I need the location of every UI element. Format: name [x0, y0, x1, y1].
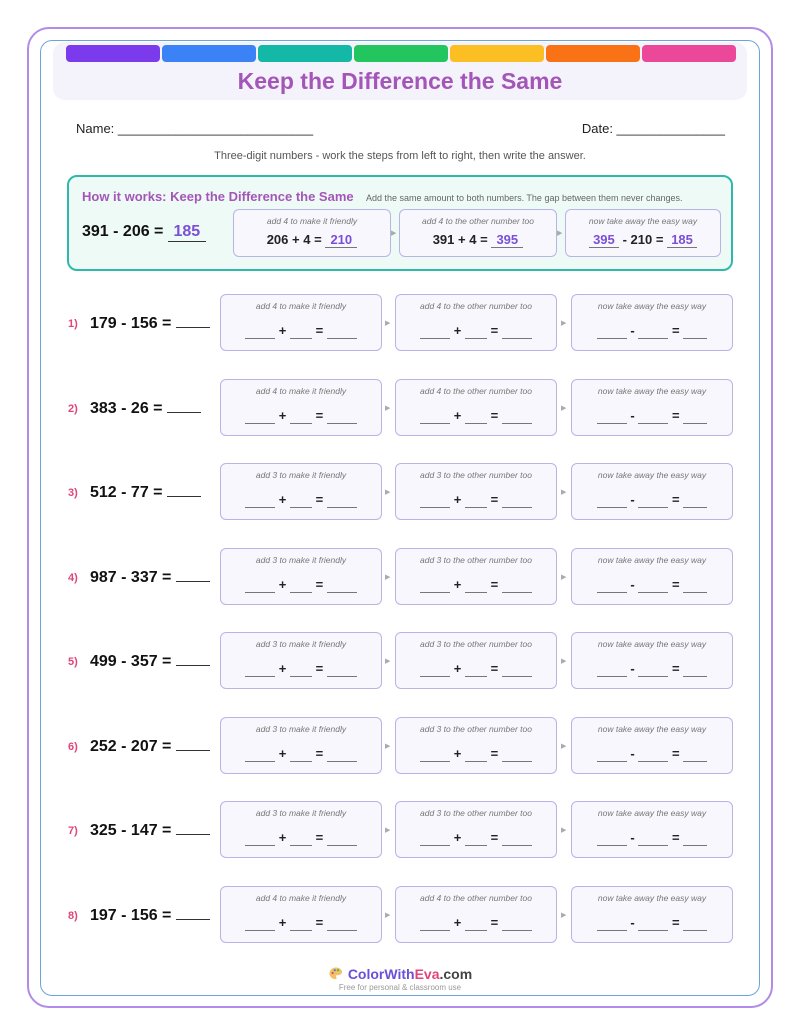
step-label: add 4 to make it friendly: [266, 216, 358, 226]
blank-operand-a[interactable]: [245, 915, 275, 931]
step-label: add 3 to the other number too: [420, 723, 532, 734]
step-operand-b: 4: [469, 232, 477, 247]
step-operator: +: [292, 232, 300, 247]
blank-result[interactable]: [502, 661, 532, 677]
blank-operand-b[interactable]: [290, 746, 312, 762]
footer: [0, 966, 800, 992]
blank-operand-a[interactable]: [597, 746, 627, 762]
step-box-1: [220, 463, 382, 520]
blank-operand-a[interactable]: [420, 915, 450, 931]
arrow-right-icon: ▶: [561, 573, 567, 581]
blank-operand-b[interactable]: [465, 915, 487, 931]
blank-result[interactable]: [683, 746, 707, 762]
step-equation: - =: [572, 746, 732, 762]
problem-number: 8): [68, 909, 78, 922]
step-equation: 206 + 4 = 210: [234, 232, 390, 248]
blank-operand-a[interactable]: [245, 830, 275, 846]
footer-tagline: Free for personal & classroom use: [338, 983, 462, 992]
problem-number: 2): [68, 402, 78, 415]
blank-operand-a[interactable]: [420, 661, 450, 677]
step-equation: + =: [396, 661, 556, 677]
blank-operand-a[interactable]: [597, 323, 627, 339]
blank-result[interactable]: [502, 408, 532, 424]
step-box-1: [220, 548, 382, 605]
step-box-2: [395, 717, 557, 774]
step-equation: - =: [572, 915, 732, 931]
step-label: add 3 to the other number too: [420, 470, 532, 480]
page-title: Keep the Difference the Same: [237, 68, 563, 94]
blank-operand-a[interactable]: [420, 830, 450, 846]
step-label: now take away the easy way: [597, 301, 707, 311]
step-box-2: [395, 801, 557, 858]
example-box: [67, 175, 733, 271]
step-label: add 4 to the other number too: [420, 892, 532, 903]
step-box-1: [220, 886, 382, 943]
blank-operand-b[interactable]: [465, 408, 487, 424]
step-label: add 3 to make it friendly: [255, 723, 347, 734]
blank-operand-a[interactable]: [420, 746, 450, 762]
step-box-1: [220, 632, 382, 689]
answer-blank[interactable]: [176, 568, 210, 582]
step-operator: -: [622, 232, 627, 247]
blank-operand-b[interactable]: [290, 577, 312, 593]
blank-operand-b[interactable]: [638, 492, 668, 508]
blank-operand-a[interactable]: [597, 408, 627, 424]
step-equation: + =: [221, 661, 381, 677]
step-box-2: [395, 632, 557, 689]
arrow-right-icon: ▶: [385, 911, 391, 919]
step-result: 210: [325, 232, 357, 248]
step-label: add 3 to the other number too: [420, 639, 532, 649]
arrow-right-icon: ▶: [391, 230, 397, 237]
blank-operand-a[interactable]: [245, 746, 275, 762]
blank-result[interactable]: [327, 577, 357, 593]
step-box-3: [571, 379, 733, 436]
problem-equation: [90, 737, 210, 756]
step-box-3: [571, 886, 733, 943]
step-equation: + =: [396, 492, 556, 508]
blank-result[interactable]: [502, 830, 532, 846]
step-operator: +: [458, 232, 466, 247]
arrow-right-icon: ▶: [385, 742, 391, 750]
blank-operand-a[interactable]: [420, 408, 450, 424]
blank-operand-a[interactable]: [245, 323, 275, 339]
blank-result[interactable]: [327, 408, 357, 424]
blank-result[interactable]: [683, 577, 707, 593]
blank-result[interactable]: [683, 408, 707, 424]
step-equation: - =: [572, 408, 732, 424]
step-box-3: [571, 294, 733, 351]
answer-blank[interactable]: [176, 652, 210, 666]
blank-result[interactable]: [683, 661, 707, 677]
problem-expression: 987 - 337 =: [90, 568, 172, 586]
blank-operand-b[interactable]: [638, 408, 668, 424]
step-box-2: [395, 294, 557, 351]
blank-result[interactable]: [683, 323, 707, 339]
problem-number: 1): [68, 318, 78, 330]
arrow-right-icon: ▶: [561, 404, 567, 412]
answer-blank[interactable]: [176, 314, 210, 328]
example-answer: 185: [168, 223, 206, 242]
step-label: now take away the easy way: [597, 470, 707, 480]
problem-equation: [90, 821, 210, 840]
name-field[interactable]: Name: ___________________________: [76, 121, 314, 136]
blank-result[interactable]: [683, 492, 707, 508]
step-operand-a: 395: [589, 232, 619, 248]
step-equation: + =: [221, 408, 381, 424]
color-swatch: [354, 45, 448, 62]
step-label: now take away the easy way: [597, 385, 707, 396]
step-operand-b: 4: [303, 232, 311, 247]
blank-result[interactable]: [683, 830, 707, 846]
example-step-2: [399, 209, 557, 257]
blank-operand-b[interactable]: [465, 577, 487, 593]
problem-equation: [90, 568, 210, 587]
blank-operand-a[interactable]: [420, 323, 450, 339]
step-label: now take away the easy way: [597, 808, 707, 818]
example-problem: [82, 223, 206, 242]
step-box-1: [220, 379, 382, 436]
step-label: add 4 to make it friendly: [255, 892, 347, 903]
arrow-right-icon: ▶: [561, 489, 567, 496]
step-label: now take away the easy way: [597, 639, 707, 649]
step-box-1: [220, 294, 382, 351]
blank-result[interactable]: [502, 746, 532, 762]
step-box-3: [571, 717, 733, 774]
blank-operand-b[interactable]: [290, 492, 312, 508]
step-box-3: [571, 632, 733, 689]
brand-part: .com: [439, 966, 473, 982]
blank-operand-b[interactable]: [290, 323, 312, 339]
step-equation: - =: [572, 577, 732, 593]
step-equation: + =: [396, 915, 556, 931]
step-label: add 4 to make it friendly: [255, 301, 347, 311]
step-label: add 3 to make it friendly: [255, 554, 347, 565]
rainbow-color-strip: [66, 45, 736, 62]
step-equation: + =: [396, 830, 556, 846]
step-equation: + =: [396, 323, 556, 339]
blank-result[interactable]: [327, 661, 357, 677]
color-swatch: [162, 45, 256, 62]
blank-operand-b[interactable]: [465, 661, 487, 677]
problem-equation: [90, 314, 210, 333]
arrow-right-icon: ▶: [561, 658, 567, 665]
step-equation: + =: [221, 492, 381, 508]
arrow-right-icon: ▶: [561, 827, 567, 834]
blank-operand-b[interactable]: [638, 577, 668, 593]
problem-expression: 383 - 26 =: [90, 399, 163, 417]
step-operand-a: 391: [432, 232, 455, 247]
step-equation: + =: [221, 915, 381, 931]
color-swatch: [546, 45, 640, 62]
blank-operand-b[interactable]: [465, 492, 487, 508]
step-equation: 395 - 210 = 185: [566, 232, 720, 248]
problem-expression: 197 - 156 =: [90, 906, 172, 924]
step-box-1: [220, 717, 382, 774]
step-label: now take away the easy way: [597, 723, 707, 734]
blank-result[interactable]: [502, 492, 532, 508]
color-swatch: [66, 45, 160, 62]
problem-expression: 499 - 357 =: [90, 653, 172, 670]
blank-result[interactable]: [502, 915, 532, 931]
brand-part: Eva: [414, 966, 440, 982]
step-label: add 4 to the other number too: [420, 385, 532, 396]
problem-expression: 512 - 77 =: [90, 484, 163, 501]
step-box-2: [395, 548, 557, 605]
step-label: now take away the easy way: [588, 216, 698, 226]
problem-equation: [90, 483, 201, 502]
step-label: now take away the easy way: [597, 892, 707, 903]
blank-operand-a[interactable]: [420, 577, 450, 593]
blank-operand-b[interactable]: [465, 746, 487, 762]
blank-operand-b[interactable]: [638, 746, 668, 762]
arrow-right-icon: ▶: [385, 489, 391, 496]
arrow-right-icon: ▶: [385, 320, 391, 327]
step-label: add 3 to make it friendly: [255, 470, 347, 480]
blank-operand-a[interactable]: [245, 408, 275, 424]
blank-result[interactable]: [327, 492, 357, 508]
example-equation: 391 - 206 =: [82, 223, 164, 240]
problem-number: 5): [68, 656, 78, 668]
answer-blank[interactable]: [176, 821, 210, 835]
answer-blank[interactable]: [176, 906, 210, 920]
blank-operand-b[interactable]: [638, 661, 668, 677]
step-label: add 3 to the other number too: [420, 808, 532, 818]
blank-operand-b[interactable]: [290, 830, 312, 846]
example-title: How it works: Keep the Difference the Same: [82, 189, 354, 204]
blank-result[interactable]: [683, 915, 707, 931]
blank-result[interactable]: [502, 323, 532, 339]
step-box-3: [571, 463, 733, 520]
blank-operand-a[interactable]: [420, 492, 450, 508]
example-step-3: [565, 209, 721, 257]
blank-operand-a[interactable]: [597, 577, 627, 593]
step-equation: + =: [221, 577, 381, 593]
example-step-1: [233, 209, 391, 257]
arrow-right-icon: ▶: [561, 320, 567, 327]
arrow-right-icon: ▶: [561, 911, 567, 919]
arrow-right-icon: ▶: [385, 658, 391, 665]
step-equation: - =: [572, 323, 732, 339]
step-label: add 3 to the other number too: [420, 554, 532, 565]
step-box-3: [571, 548, 733, 605]
example-subtitle: Add the same amount to both numbers. The gap between them never changes.: [366, 193, 683, 203]
problem-expression: 179 - 156 =: [90, 315, 172, 332]
blank-result[interactable]: [327, 323, 357, 339]
step-equation: + =: [396, 408, 556, 424]
problem-expression: 252 - 207 =: [90, 737, 172, 755]
step-box-1: [220, 801, 382, 858]
blank-result[interactable]: [327, 746, 357, 762]
blank-operand-b[interactable]: [465, 830, 487, 846]
arrow-right-icon: ▶: [385, 404, 391, 412]
blank-operand-a[interactable]: [597, 661, 627, 677]
blank-operand-b[interactable]: [290, 661, 312, 677]
blank-operand-a[interactable]: [597, 830, 627, 846]
problem-number: 4): [68, 571, 78, 584]
blank-operand-a[interactable]: [245, 661, 275, 677]
step-label: now take away the easy way: [597, 554, 707, 565]
step-label: add 3 to make it friendly: [255, 808, 347, 818]
color-swatch: [642, 45, 736, 62]
step-label: add 3 to make it friendly: [255, 639, 347, 649]
step-equation: 391 + 4 = 395: [400, 232, 556, 248]
arrow-right-icon: ▶: [385, 573, 391, 581]
arrow-right-icon: ▶: [385, 827, 391, 834]
problem-equation: [90, 399, 201, 418]
blank-operand-b[interactable]: [290, 915, 312, 931]
blank-operand-b[interactable]: [638, 323, 668, 339]
step-box-3: [571, 801, 733, 858]
problem-expression: 325 - 147 =: [90, 822, 172, 839]
step-equation: + =: [221, 746, 381, 762]
blank-operand-a[interactable]: [597, 915, 627, 931]
blank-result[interactable]: [327, 915, 357, 931]
blank-result[interactable]: [502, 577, 532, 593]
answer-blank[interactable]: [176, 737, 210, 751]
arrow-right-icon: ▶: [561, 742, 567, 750]
step-equation: + =: [221, 323, 381, 339]
step-result: 395: [491, 232, 523, 248]
step-box-2: [395, 886, 557, 943]
brand-part: Color: [347, 966, 385, 982]
step-box-2: [395, 379, 557, 436]
brand-logo[interactable]: [0, 966, 800, 982]
blank-operand-b[interactable]: [290, 408, 312, 424]
blank-operand-b[interactable]: [638, 830, 668, 846]
blank-operand-b[interactable]: [465, 323, 487, 339]
step-equation: - =: [572, 661, 732, 677]
color-swatch: [258, 45, 352, 62]
step-equation: + =: [396, 746, 556, 762]
blank-operand-a[interactable]: [245, 492, 275, 508]
brand-part: With: [384, 966, 415, 982]
step-label: add 4 to the other number too: [420, 301, 532, 311]
problem-number: 3): [68, 487, 78, 499]
step-equation: - =: [572, 492, 732, 508]
step-box-2: [395, 463, 557, 520]
step-operand-a: 206: [266, 232, 289, 247]
blank-operand-b[interactable]: [638, 915, 668, 931]
problem-equation: [90, 652, 210, 671]
step-equation: + =: [396, 577, 556, 593]
color-swatch: [450, 45, 544, 62]
step-result: 185: [667, 232, 697, 248]
step-label: add 4 to make it friendly: [255, 385, 347, 396]
date-field[interactable]: Date: _______________: [581, 121, 725, 136]
arrow-right-icon: ▶: [557, 230, 563, 237]
step-label: add 4 to the other number too: [422, 216, 534, 226]
problem-number: 7): [68, 825, 78, 837]
step-operand-b: 210: [630, 232, 653, 247]
step-equation: - =: [572, 830, 732, 846]
answer-blank[interactable]: [167, 399, 201, 413]
blank-operand-a[interactable]: [597, 492, 627, 508]
blank-result[interactable]: [327, 830, 357, 846]
blank-operand-a[interactable]: [245, 577, 275, 593]
palette-icon: [328, 966, 344, 982]
step-equation: + =: [221, 830, 381, 846]
problem-equation: [90, 906, 210, 925]
problem-number: 6): [68, 740, 78, 753]
instructions-text: Three-digit numbers - work the steps from left to right, then write the answer.: [214, 150, 586, 162]
answer-blank[interactable]: [167, 483, 201, 497]
